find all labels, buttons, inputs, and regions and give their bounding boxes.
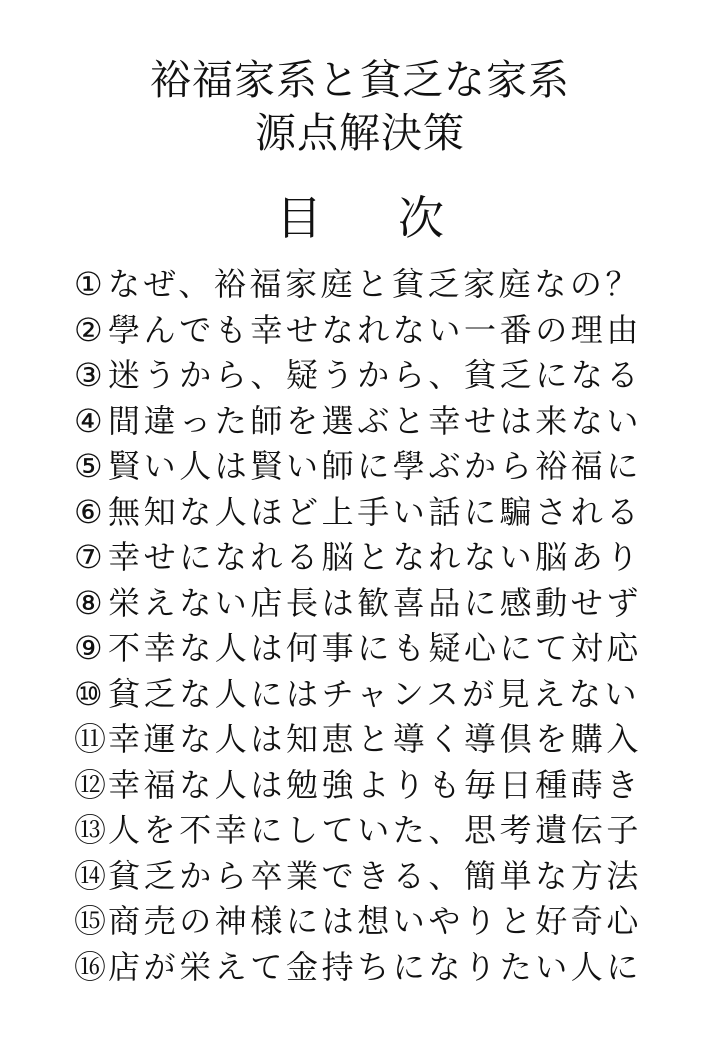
toc-item-text: 人を不幸にしていた、思考遺伝子 [108, 811, 643, 849]
toc-item-text: 栄えない店長は歓喜品に感動せず [108, 583, 643, 622]
toc-item [74, 535, 654, 581]
toc-item-number: ⑮ [74, 902, 107, 940]
toc-item-number: ⑩ [74, 674, 103, 713]
toc-item-number: ④ [74, 401, 103, 440]
toc-item [74, 262, 654, 308]
toc-item-number: ③ [74, 356, 103, 394]
toc-item-number: ⑧ [74, 583, 103, 622]
toc-item-text: 貧乏から卒業できる、簡単な方法 [108, 856, 643, 895]
toc-item-number: ⑦ [74, 538, 103, 576]
toc-item-text: なぜ、裕福家庭と貧乏家庭なの？ [108, 265, 642, 303]
toc-item [74, 581, 654, 627]
toc-item [74, 854, 654, 900]
toc-item [74, 717, 654, 763]
toc-item-text: 間違った師を選ぶと幸せは来ない [108, 401, 643, 440]
toc-item-number: ⑥ [74, 492, 103, 531]
toc-heading-char-2: 次 [398, 191, 444, 245]
toc-item [74, 353, 654, 399]
toc-item-text: 迷うから、疑うから、貧乏になる [108, 356, 643, 394]
toc-item-number: ⑬ [74, 811, 107, 849]
toc-item-text: 學んでも幸せなれない一番の理由 [108, 310, 643, 349]
toc-heading-char-1: 目 [276, 191, 322, 245]
toc-item [74, 490, 654, 536]
title-line-2: 源点解決策 [255, 109, 465, 157]
toc-item-number: ⑤ [74, 447, 103, 485]
toc-item-text: 店が栄えて金持ちになりたい人に [108, 947, 643, 986]
toc-item-text: 無知な人ほど上手い話に騙される [108, 492, 643, 531]
toc-item [74, 945, 654, 991]
toc-item-text: 貧乏な人にはチャンスが見えない [108, 674, 641, 713]
toc-item-text: 不幸な人は何事にも疑心にて対応 [108, 629, 643, 667]
toc-item [74, 899, 654, 945]
toc-item-text: 賢い人は賢い師に學ぶから裕福に [108, 447, 643, 485]
toc-item-number: ⑫ [74, 765, 107, 804]
toc-item [74, 444, 654, 490]
toc-item-number: ② [74, 310, 103, 349]
toc-heading [0, 190, 720, 246]
toc-item-number: ⑯ [74, 947, 107, 986]
toc-item [74, 399, 654, 445]
toc-item [74, 672, 654, 718]
toc-item [74, 763, 654, 809]
toc-item-text: 幸せになれる脳となれない脳あり [108, 538, 643, 576]
toc-item-number: ⑪ [74, 720, 107, 758]
toc-item-text: 商売の神様には想いやりと好奇心 [108, 902, 643, 940]
toc-item [74, 626, 654, 672]
toc-item-text: 幸運な人は知恵と導く導倶を購入 [108, 720, 643, 758]
toc-item-number: ⑨ [74, 629, 103, 667]
title-line-1: 裕福家系と貧乏な家系 [150, 56, 570, 104]
toc-item-number: ⑭ [74, 856, 107, 895]
toc-item-text: 幸福な人は勉強よりも毎日種蒔き [108, 765, 643, 804]
toc-item [74, 808, 654, 854]
toc-item-number: ① [74, 265, 103, 303]
toc-item [74, 308, 654, 354]
document-title [0, 54, 720, 160]
toc-list [74, 262, 654, 990]
